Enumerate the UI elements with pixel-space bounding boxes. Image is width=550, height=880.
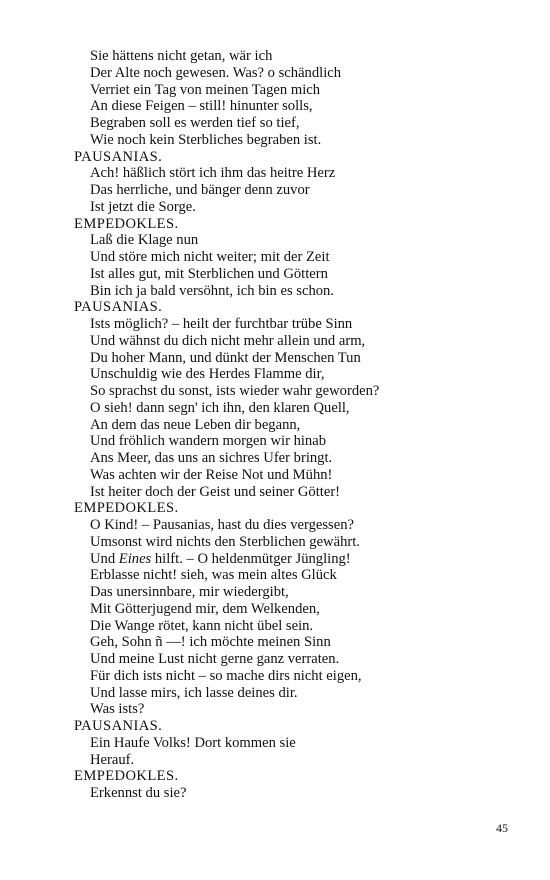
- speaker-name: PAUSANIAS.: [74, 148, 163, 165]
- verse-line: Geh, Sohn ñ —! ich möchte meinen Sinn: [90, 634, 331, 651]
- verse-line: Und störe mich nicht weiter; mit der Zeit: [90, 249, 330, 265]
- verse-line: O sieh! dann segn' ich ihn, den klaren Quell,: [90, 399, 350, 416]
- verse-line: Ist heiter doch der Geist und seiner Götter!: [90, 483, 341, 500]
- verse-line: Herauf.: [90, 751, 135, 768]
- verse-line: Umsonst wird nichts den Sterblichen gewährt.: [90, 533, 360, 550]
- speaker-name: PAUSANIAS.: [74, 718, 163, 734]
- verse-line: Ans Meer, das uns an sichres Ufer bringt.: [90, 450, 333, 466]
- verse-line: Unschuldig wie des Herdes Flamme dir,: [90, 366, 325, 383]
- verse-line: Erblasse nicht! sieh, was mein altes Glück: [90, 567, 337, 584]
- verse-line: Ach! häßlich stört ich ihm das heitre Herz: [90, 165, 336, 182]
- verse-line: Mit Götterjugend mir, dem Welkenden,: [90, 600, 320, 617]
- verse-line: So sprachst du sonst, ists wieder wahr geworden?: [90, 383, 380, 399]
- verse-line: O Kind! – Pausanias, hast du dies vergessen?: [90, 517, 354, 533]
- verse-line: Ein Haufe Volks! Dort kommen sie: [90, 734, 296, 751]
- verse-line: Sie hättens nicht getan, wär ich: [90, 48, 273, 64]
- verse-line: Erkennst du sie?: [90, 785, 187, 801]
- verse-line: Das unersinnbare, mir wiedergibt,: [90, 584, 289, 600]
- verse-line: Und meine Lust nicht gerne ganz verraten.: [90, 651, 340, 667]
- verse-line: Was ists?: [90, 701, 145, 718]
- verse-line: Was achten wir der Reise Not und Mühn!: [90, 466, 333, 483]
- speaker-name: EMPEDOKLES.: [74, 500, 179, 517]
- verse-line: Verriet ein Tag von meinen Tagen mich: [90, 81, 321, 98]
- verse-line: Das herrliche, und bänger denn zuvor: [90, 182, 310, 198]
- verse-line: Und fröhlich wandern morgen wir hinab: [90, 433, 327, 450]
- verse-line: Ists möglich? – heilt der furchtbar trübe Sinn: [90, 316, 353, 332]
- drama-text: [74, 48, 514, 802]
- verse-line-text: Und: [90, 550, 119, 567]
- verse-line: Der Alte noch gewesen. Was? o schändlich: [90, 64, 342, 81]
- verse-line: Ist jetzt die Sorge.: [90, 198, 196, 215]
- verse-line-emphasis: Eines: [118, 550, 152, 567]
- verse-line: Begraben soll es werden tief so tief,: [90, 115, 300, 131]
- verse-line: Die Wange rötet, kann nicht übel sein.: [90, 617, 314, 634]
- speaker-name: EMPEDOKLES.: [74, 215, 179, 232]
- speaker-name: EMPEDOKLES.: [74, 768, 179, 785]
- verse-line: Und lasse mirs, ich lasse deines dir.: [90, 684, 298, 701]
- verse-line: An diese Feigen – still! hinunter solls,: [90, 98, 313, 115]
- page-number: 45: [496, 821, 508, 835]
- verse-line: [74, 551, 514, 568]
- speaker-name: PAUSANIAS.: [74, 299, 163, 316]
- verse-line: Bin ich ja bald versöhnt, ich bin es schon.: [90, 282, 334, 299]
- verse-line: Ist alles gut, mit Sterblichen und Göttern: [90, 265, 328, 282]
- verse-line: An dem das neue Leben dir begann,: [90, 416, 301, 433]
- verse-line: Wie noch kein Sterbliches begraben ist.: [90, 131, 322, 148]
- verse-line: Laß die Klage nun: [90, 232, 199, 249]
- verse-line-text: hilft. – O heldenmütger Jüngling!: [151, 550, 351, 567]
- verse-line: Für dich ists nicht – so mache dirs nicht eigen,: [90, 667, 362, 684]
- verse-line: Du hoher Mann, und dünkt der Menschen Tun: [90, 349, 361, 366]
- verse-line: Und wähnst du dich nicht mehr allein und arm,: [90, 332, 366, 349]
